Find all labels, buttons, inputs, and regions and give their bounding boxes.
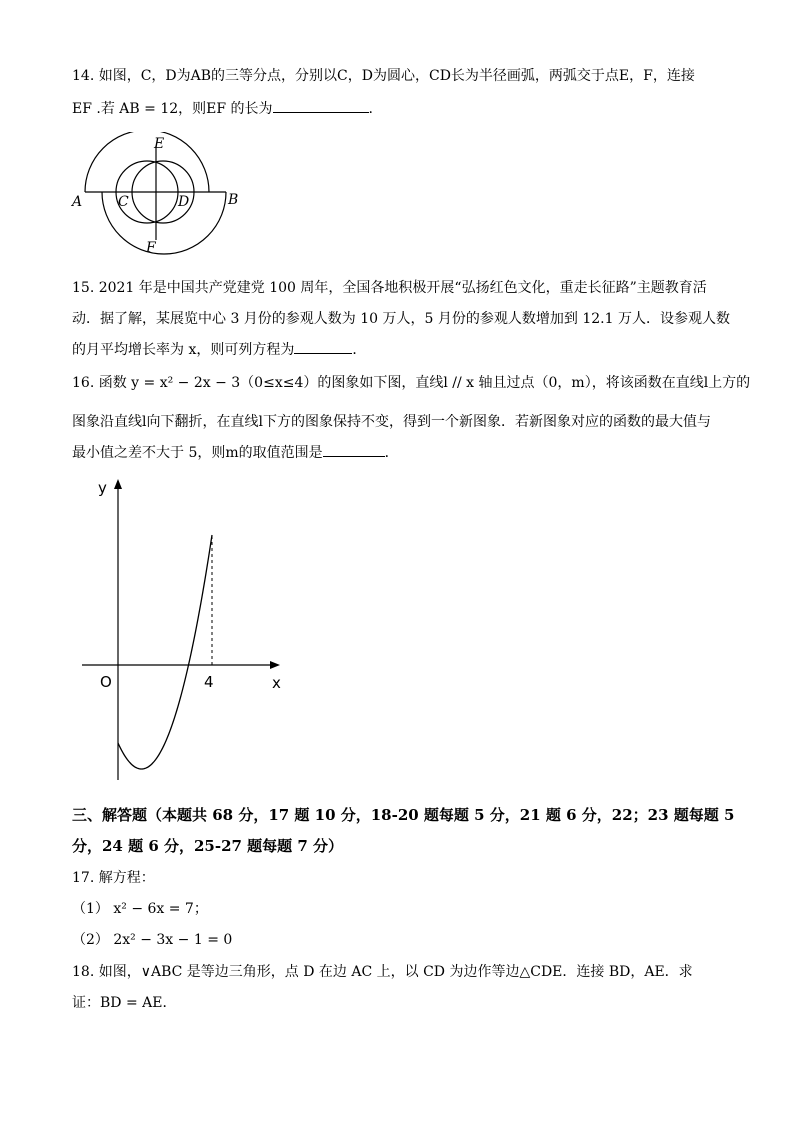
q18-line-2: 证：BD = AE． — [72, 995, 177, 1011]
q14-line-2 — [72, 98, 373, 119]
label-c: C — [118, 194, 129, 210]
q14-text: EF .若 AB = 12，则EF 的长为 — [72, 101, 273, 117]
q17-title: 17. 解方程： — [72, 870, 155, 886]
section-3-line-2: 分，24 题 6 分，25-27 题每题 7 分） — [72, 837, 344, 855]
q17-part-1: （1） x² − 6x = 7； — [72, 901, 208, 917]
origin-label: O — [100, 673, 112, 691]
label-e: E — [154, 136, 165, 152]
q15-line-2: 动．据了解，某展览中心 3 月份的参观人数为 10 万人，5 月份的参观人数增加到 12.1 万人．设参观人数 — [72, 311, 730, 327]
label-f: F — [146, 240, 156, 256]
q16-line-1: 16. 函数 y = x² − 2x − 3（0≤x≤4）的图象如下图，直线l // x 轴且过点（0，m），将该函数在直线l上方的 — [72, 375, 751, 391]
y-axis-label: y — [98, 479, 107, 497]
q15-line-3 — [72, 339, 366, 360]
x-axis-arrow — [270, 661, 280, 669]
section-3-line-1: 三、解答题（本题共 68 分，17 题 10 分，18-20 题每题 5 分，21 题 6 分，22；23 题每题 5 — [72, 806, 735, 824]
q18-line-1: 18. 如图，∨ABC 是等边三角形，点 D 在边 AC 上，以 CD 为边作等边△CDE．连接 BD，AE．求 — [72, 964, 693, 980]
parabola-curve — [118, 535, 212, 769]
q14-answer-blank[interactable] — [273, 98, 369, 113]
q15-text: 的月平均增长率为 x，则可列方程为 — [72, 342, 295, 358]
label-a: A — [72, 194, 83, 210]
q16-text: 最小值之差不大于 5，则m的取值范围是 — [72, 445, 323, 461]
tick-4-label: 4 — [204, 673, 214, 691]
q14-figure — [70, 132, 250, 260]
x-axis-label: x — [272, 674, 281, 692]
q14-period: . — [368, 101, 373, 117]
q15-period: ． — [352, 342, 367, 358]
q16-answer-blank[interactable] — [323, 442, 385, 457]
q17-part-2: （2） 2x² − 3x − 1 = 0 — [72, 932, 233, 948]
q16-graph — [70, 475, 300, 790]
q16-line-3 — [72, 442, 399, 463]
label-d: D — [178, 194, 190, 210]
q16-line-2: 图象沿直线l向下翻折，在直线l下方的图象保持不变，得到一个新图象．若新图象对应的函数的最大值与 — [72, 414, 711, 430]
q15-answer-blank[interactable] — [294, 339, 352, 354]
q14-line-1: 14. 如图，C，D为AB的三等分点，分别以C，D为圆心，CD长为半径画弧，两弧交于点E，F，连接 — [72, 68, 695, 84]
q15-line-1: 15. 2021 年是中国共产党建党 100 周年，全国各地积极开展“弘扬红色文化，重走长征路”主题教育活 — [72, 280, 707, 296]
label-b: B — [228, 192, 239, 208]
q16-period: ． — [384, 445, 399, 461]
arc-c — [85, 132, 209, 192]
y-axis-arrow — [114, 479, 122, 489]
